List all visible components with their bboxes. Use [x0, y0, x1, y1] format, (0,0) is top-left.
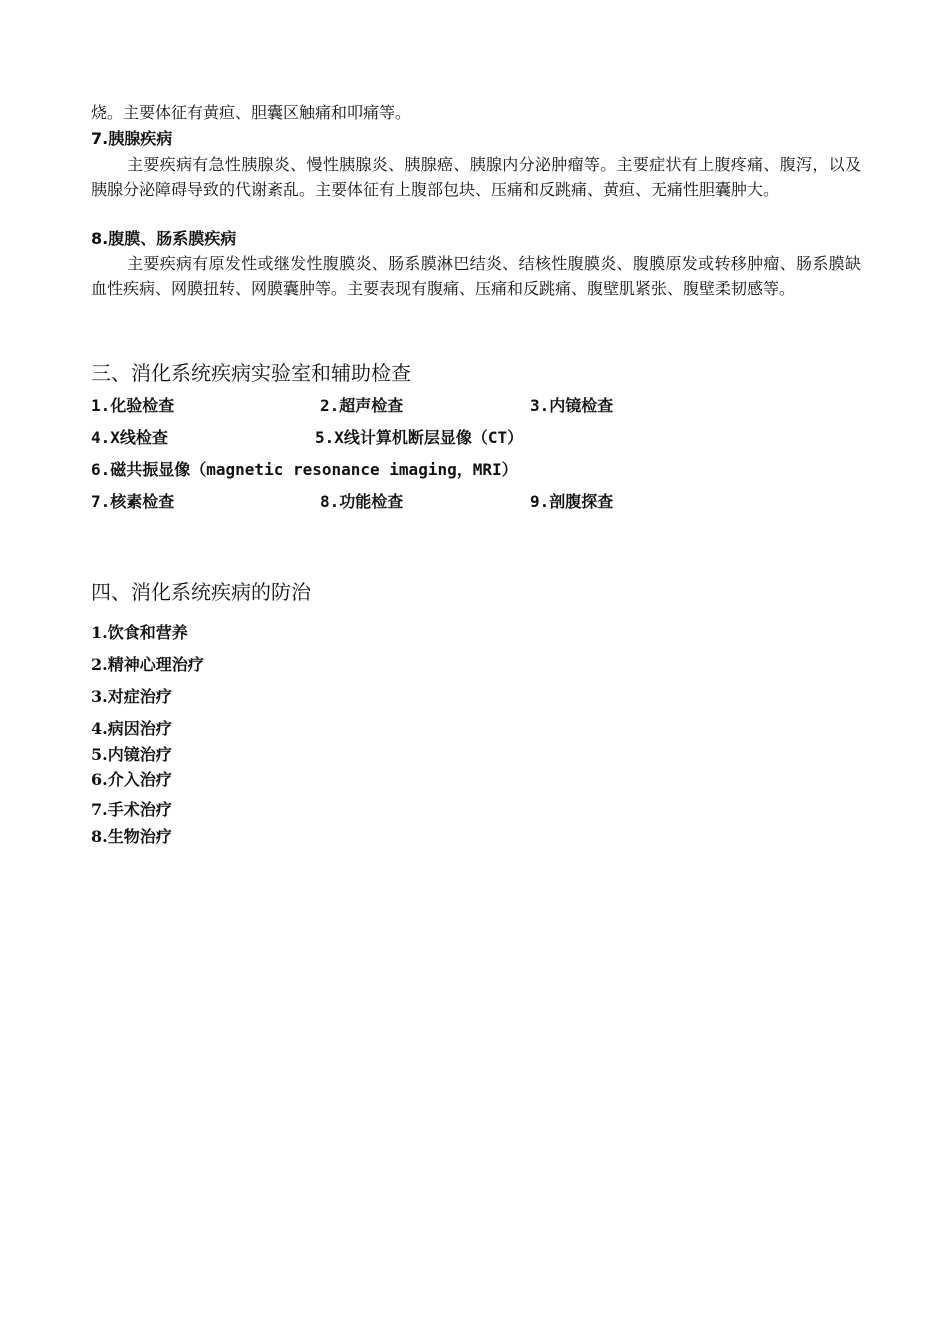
section-8-title: 8.腹膜、肠系膜疾病 [91, 229, 237, 248]
exam-item-8: 8.功能检查 [320, 492, 404, 511]
exam-item-4: 4.X线检查 [91, 428, 168, 447]
exam-item-9: 9.剖腹探查 [530, 492, 614, 511]
exam-item-6: 6.磁共振显像（magnetic resonance imaging，MRI） [91, 460, 518, 479]
exam-item-5: 5.X线计算机断层显像（CT） [315, 428, 524, 447]
treatment-item-4: 4.病因治疗 [91, 719, 172, 738]
continued-paragraph-line: 烧。主要体征有黄疸、胆囊区触痛和叩痛等。 [91, 103, 412, 122]
treatment-item-8: 8.生物治疗 [91, 827, 172, 846]
section-7-body: 主要疾病有急性胰腺炎、慢性胰腺炎、胰腺癌、胰腺内分泌肿瘤等。主要症状有上腹疼痛、腹泻，以及胰腺分泌障碍导致的代谢紊乱。主要体征有上腹部包块、压痛和反跳痛、黄疸、无痛性胆囊肿大。 [91, 155, 861, 199]
section-7-title: 7.胰腺疾病 [91, 129, 173, 148]
treatment-item-2: 2.精神心理治疗 [91, 655, 204, 674]
exam-item-2: 2.超声检查 [320, 396, 404, 415]
exam-item-3: 3.内镜检查 [530, 396, 614, 415]
part-3-heading: 三、消化系统疾病实验室和辅助检查 [91, 361, 411, 385]
exam-item-1: 1.化验检查 [91, 396, 175, 415]
treatment-item-6: 6.介入治疗 [91, 770, 172, 789]
section-8-body: 主要疾病有原发性或继发性腹膜炎、肠系膜淋巴结炎、结核性腹膜炎、腹膜原发或转移肿瘤、肠系膜缺血性疾病、网膜扭转、网膜囊肿等。主要表现有腹痛、压痛和反跳痛、腹壁肌紧张、腹壁柔韧感等。 [91, 254, 861, 298]
exam-item-7: 7.核素检查 [91, 492, 175, 511]
treatment-item-7: 7.手术治疗 [91, 800, 172, 819]
treatment-item-3: 3.对症治疗 [91, 687, 172, 706]
part-4-heading: 四、消化系统疾病的防治 [91, 580, 311, 604]
treatment-item-5: 5.内镜治疗 [91, 745, 172, 764]
treatment-item-1: 1.饮食和营养 [91, 623, 188, 642]
